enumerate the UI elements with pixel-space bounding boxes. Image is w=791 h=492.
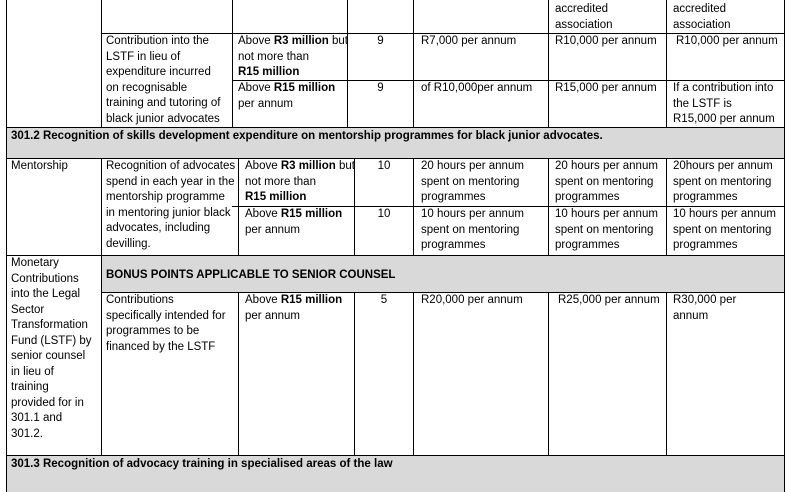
rule	[784, 456, 785, 492]
lstf-row1-threshold: Above R3 million but not more than R15 million	[238, 35, 348, 78]
rule	[232, 0, 233, 128]
mentorship-row1-col5: 20 hours per annum spent on mentoring programmes	[421, 160, 524, 203]
monetary-description: Contributions specifically intended for programmes to be financed by the LSTF	[106, 294, 226, 353]
rule	[238, 158, 239, 256]
rule	[784, 255, 785, 456]
rule	[413, 0, 414, 128]
lstf-description: Contribution into the LSTF in lieu of expenditure incurred on recognisable training and tutoring of black junior advocates	[106, 35, 221, 125]
rule	[413, 292, 414, 456]
rule	[6, 456, 7, 492]
rule	[238, 292, 239, 456]
mentorship-category: Mentorship	[11, 160, 68, 172]
rule	[784, 128, 785, 159]
rule	[413, 158, 414, 256]
section-301-2-heading: 301.2 Recognition of skills development expenditure on mentorship programmes for black junior advocates.	[11, 130, 603, 142]
mentorship-row2-col7: 10 hours per annum spent on mentoring programmes	[673, 208, 776, 251]
lstf-row1-col6: R10,000 per annum	[555, 35, 657, 47]
rule	[6, 255, 785, 256]
lstf-row1-col5: R7,000 per annum	[421, 35, 517, 47]
mentorship-row1-points: 10	[377, 160, 391, 172]
rule	[6, 128, 7, 159]
top-col6-text: accredited association	[555, 3, 613, 31]
lstf-row2-col5: of R10,000per annum	[421, 82, 533, 94]
rule	[6, 255, 7, 456]
bonus-points-heading: BONUS POINTS APPLICABLE TO SENIOR COUNSEL	[106, 269, 396, 281]
rule	[548, 158, 549, 256]
mentorship-row2-points: 10	[377, 208, 391, 220]
lstf-row2-col6: R15,000 per annum	[555, 82, 657, 94]
rule	[6, 455, 785, 456]
rule	[784, 0, 785, 128]
rule	[6, 0, 7, 128]
top-col7-text: accredited association	[673, 3, 731, 31]
rule	[784, 158, 785, 256]
mentorship-row1-col6: 20 hours per annum spent on mentoring programmes	[555, 160, 658, 203]
rule	[6, 127, 785, 128]
monetary-col7: R30,000 per annum	[673, 294, 737, 322]
monetary-threshold: Above R15 million per annum	[245, 294, 343, 322]
monetary-col5: R20,000 per annum	[421, 294, 523, 306]
rule	[548, 0, 549, 128]
section-301-3-heading: 301.3 Recognition of advocacy training in specialised areas of the law	[11, 458, 393, 470]
rule	[101, 0, 102, 128]
lstf-row2-points: 9	[377, 82, 384, 94]
mentorship-row2-col5: 10 hours per annum spent on mentoring programmes	[421, 208, 524, 251]
rule	[101, 255, 102, 456]
lstf-row2-col7: If a contribution into the LSTF is R15,000 per annum	[673, 82, 775, 125]
rule	[354, 292, 355, 456]
mentorship-description: Recognition of advocates spend in each year in the mentorship programme in mentoring junior black advocates, including devilling.	[106, 160, 236, 250]
mentorship-row1-col7: 20hours per annum spent on mentoring programmes	[673, 160, 773, 203]
monetary-points: 5	[380, 294, 388, 306]
rule	[548, 292, 549, 456]
lstf-row1-col7: R10,000 per annum	[676, 35, 778, 47]
rule	[666, 0, 667, 128]
rule	[6, 158, 7, 256]
monetary-category: Monetary Contributions into the Legal Sector Transformation Fund (LSTF) by senior counsel in lieu of training provided for in 301.1 and 301.2.	[11, 257, 92, 440]
rule	[666, 158, 667, 256]
rule	[101, 158, 102, 256]
monetary-col6: R25,000 per annum	[558, 294, 660, 306]
mentorship-row1-threshold: Above R3 million but not more than R15 million	[245, 160, 355, 203]
lstf-row2-threshold: Above R15 million per annum	[238, 82, 336, 110]
lstf-row1-points: 9	[377, 35, 384, 47]
rule	[666, 292, 667, 456]
mentorship-row2-col6: 10 hours per annum spent on mentoring programmes	[555, 208, 658, 251]
mentorship-row2-threshold: Above R15 million per annum	[245, 208, 343, 236]
